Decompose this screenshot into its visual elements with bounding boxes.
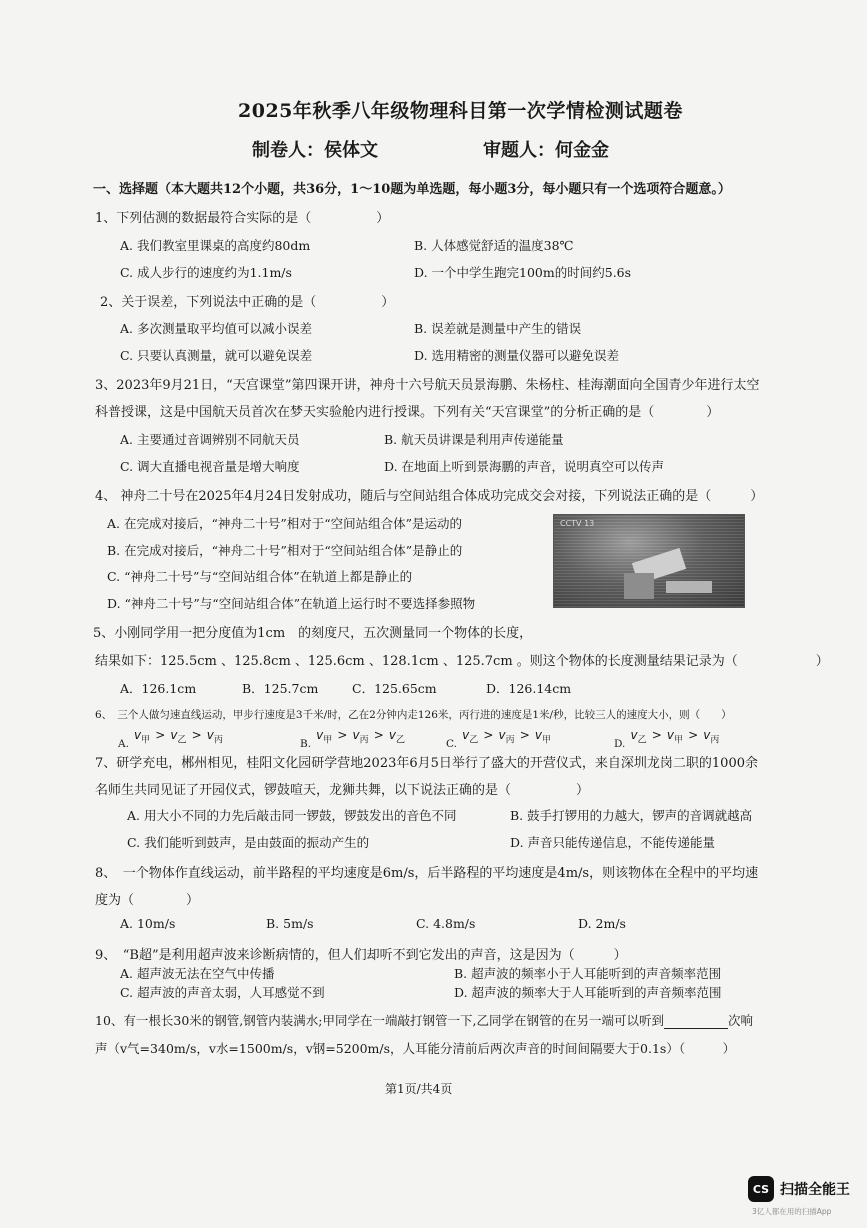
q6-option-a: $_{A.}$ $v_甲 > v_乙 > v_丙$ [118, 728, 223, 750]
q4-option-a: A. 在完成对接后，“神舟二十号”相对于“空间站组合体”是运动的 [107, 516, 463, 531]
q4-option-d: D. “神舟二十号”与“空间站组合体”在轨道上运行时不要选择参照物 [107, 596, 476, 611]
scanner-logo [748, 1176, 850, 1202]
scanner-slogan: 3亿人都在用的扫描App [752, 1207, 832, 1216]
q9-option-b: B. 超声波的频率小于人耳能听到的声音频率范围 [454, 966, 722, 981]
q7-option-d: D. 声音只能传递信息，不能传递能量 [510, 835, 716, 850]
tv-channel-tag: CCTV 13 [560, 519, 595, 528]
q5-option-b: B．125.7cm [242, 681, 319, 696]
q1-stem: 1、下列估测的数据最符合实际的是（ ） [95, 211, 390, 226]
q5-line1: 5、小刚同学用一把分度值为1cm 的刻度尺，五次测量同一个物体的长度， [93, 626, 533, 641]
q8-option-a: A. 10m/s [120, 916, 176, 931]
q8-option-c: C. 4.8m/s [416, 916, 476, 931]
section-heading: 一、选择题（本大题共12个小题，共36分，1～10题为单选题，每小题3分，每小题只有一个选项符合题意。） [93, 182, 731, 197]
v-bing: $v_丙$ [498, 728, 515, 746]
q6-option-b: $_{B.}$ $v_甲 > v_丙 > v_乙$ [300, 728, 406, 750]
v-yi: $v_乙$ [388, 728, 406, 746]
q9-option-d: D. 超声波的频率大于人耳能听到的声音频率范围 [454, 985, 722, 1000]
q4-stem: 4、 神舟二十号在2025年4月24日发射成功，随后与空间站组合体成功完成交会对接，下列说法正确的是（ ） [95, 489, 764, 504]
v-yi: $v_乙$ [170, 728, 187, 746]
q5-option-a: A．126.1cm [120, 681, 197, 696]
q2-stem: 2、关于误差，下列说法中正确的是（ ） [100, 295, 395, 310]
q7-option-c: C. 我们能听到鼓声，是由鼓面的振动产生的 [127, 835, 370, 850]
paper-maker: 制卷人：侯体文 [252, 140, 378, 161]
q3-option-a: A. 主要通过音调辨别不同航天员 [120, 432, 300, 447]
q3-line2: 科普授课，这是中国航天员首次在梦天实验舱内进行授课。下列有关“天宫课堂”的分析正确的是（ ） [95, 405, 720, 420]
q2-option-a: A. 多次测量取平均值可以减小误差 [120, 321, 312, 336]
q7-option-a: A. 用大小不同的力先后敲击同一锣鼓，锣鼓发出的音色不同 [127, 808, 457, 823]
q4-option-c: C. “神舟二十号”与“空间站组合体”在轨道上都是静止的 [107, 569, 413, 584]
q9-option-a: A. 超声波无法在空气中传播 [120, 966, 275, 981]
q8-option-d: D. 2m/s [578, 916, 626, 931]
solar-panel-shape [666, 581, 712, 593]
answer-blank[interactable] [664, 1016, 728, 1029]
paper-reviewer: 审题人：何金金 [483, 140, 609, 161]
q7-line1: 7、研学充电，郴州相见，桂阳文化园研学营地2023年6月5日举行了盛大的开营仪式，来自深圳龙岗二职的1000余 [95, 756, 758, 771]
q9-option-c: C. 超声波的声音太弱，人耳感觉不到 [120, 985, 325, 1000]
q10-line1: 10、有一根长30米的钢管,钢管内装满水;甲同学在一端敲打钢管一下,乙同学在钢管的在另一端可以听到 次响 [95, 1013, 753, 1028]
v-bing: $v_丙$ [352, 728, 369, 746]
q4-option-b: B. 在完成对接后，“神舟二十号”相对于“空间站组合体”是静止的 [107, 543, 463, 558]
q6-a-label: A. [118, 738, 129, 750]
q9-stem: 9、 “B超”是利用超声波来诊断病情的，但人们却听不到它发出的声音，这是因为（ ） [95, 948, 627, 963]
v-yi: $v_乙$ [630, 728, 647, 746]
q8-option-b: B. 5m/s [266, 916, 314, 931]
v-bing: $v_丙$ [206, 728, 223, 746]
v-yi: $v_乙$ [462, 728, 479, 746]
q3-option-c: C. 调大直播电视音量是增大响度 [120, 459, 300, 474]
q6-b-label: B. [300, 738, 312, 750]
v-jia: $v_甲$ [534, 728, 551, 746]
q2-option-b: B. 误差就是测量中产生的错误 [414, 321, 582, 336]
v-jia: $v_甲$ [134, 728, 151, 746]
v-bing: $v_丙$ [703, 728, 720, 746]
q3-line1: 3、2023年9月21日，“天宫课堂”第四课开讲，神舟十六号航天员景海鹏、朱杨柱、桂海潮面向全国青少年进行太空 [95, 378, 760, 393]
q6-c-label: C. [446, 738, 457, 750]
q3-option-d: D. 在地面上听到景海鹏的声音，说明真空可以传声 [384, 459, 665, 474]
q5-line2: 结果如下：125.5cm 、125.8cm 、125.6cm 、128.1cm 、125.7cm 。则这个物体的长度测量结果记录为（ ） [95, 654, 829, 669]
q1-option-d: D. 一个中学生跑完100m的时间约5.6s [414, 265, 632, 280]
scanner-brand: 扫描全能王 [780, 1182, 850, 1198]
v-jia: $v_甲$ [666, 728, 683, 746]
q5-option-d: D．126.14cm [486, 681, 572, 696]
q6-d-label: D. [614, 738, 626, 750]
q6-stem: 6、 三个人做匀速直线运动，甲步行速度是3千米/时，乙在2分钟内走126米，丙行进的速度是1米/秒，比较三人的速度大小，则（ ） [95, 709, 732, 721]
q1-option-b: B. 人体感觉舒适的温度38℃ [414, 238, 574, 253]
station-module-shape [624, 573, 654, 599]
q7-line2: 名师生共同见证了开园仪式，锣鼓喧天，龙狮共舞，以下说法正确的是（ ） [95, 783, 590, 798]
q6-option-d: $_{D.}$ $v_乙 > v_甲 > v_丙$ [614, 728, 720, 750]
q5-option-c: C．125.65cm [352, 681, 437, 696]
q2-option-c: C. 只要认真测量，就可以避免误差 [120, 348, 313, 363]
q2-option-d: D. 选用精密的测量仪器可以避免误差 [414, 348, 620, 363]
q8-line1: 8、 一个物体作直线运动，前半路程的平均速度是6m/s，后半路程的平均速度是4m/s，则该物体在全程中的平均速 [95, 866, 759, 881]
q8-line2: 度为（ ） [95, 893, 200, 908]
q6-option-c: $_{C.}$ $v_乙 > v_丙 > v_甲$ [446, 728, 551, 750]
q7-option-b: B. 鼓手打锣用的力越大，锣声的音调就越高 [510, 808, 753, 823]
q1-option-a: A. 我们教室里课桌的高度约80dm [120, 238, 311, 253]
q10-line2: 声（v气=340m/s，v水=1500m/s，v钢=5200m/s，人耳能分清前后两次声音的时间间隔要大于0.1s）（ ） [95, 1041, 736, 1056]
q3-option-b: B. 航天员讲课是利用声传递能量 [384, 432, 564, 447]
docking-photo [553, 514, 745, 608]
page-number: 第1页/共4页 [385, 1082, 453, 1096]
exam-title: 2025年秋季八年级物理科目第一次学情检测试题卷 [238, 100, 683, 122]
q1-option-c: C. 成人步行的速度约为1.1m/s [120, 265, 292, 280]
cs-badge-icon: CS [748, 1176, 774, 1202]
v-jia: $v_甲$ [316, 728, 333, 746]
